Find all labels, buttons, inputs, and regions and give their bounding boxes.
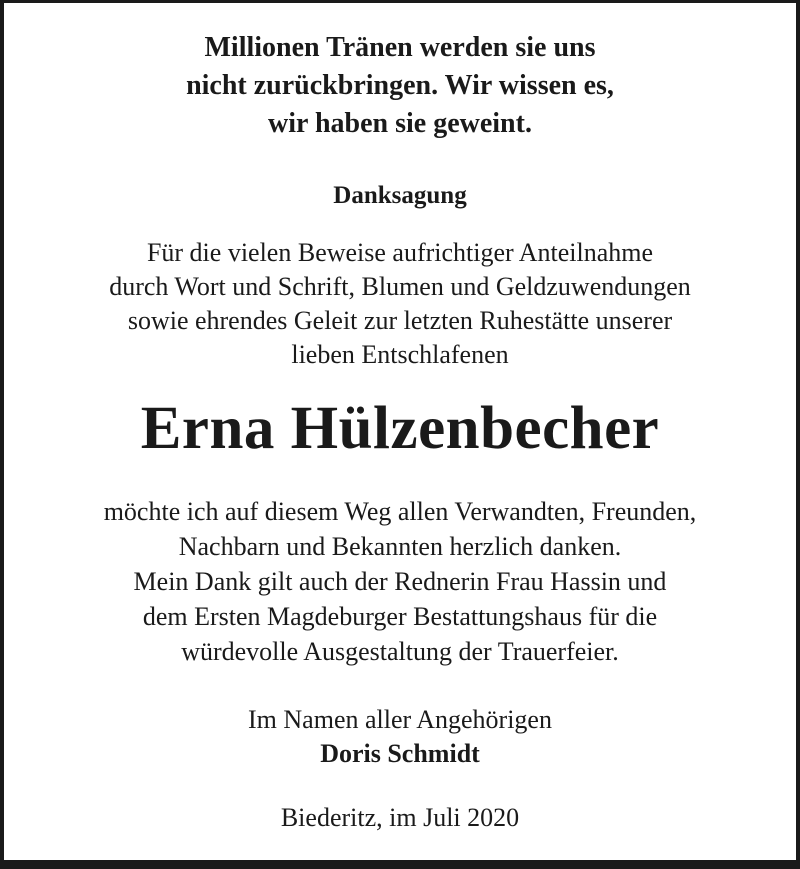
- thanks-line: möchte ich auf diesem Weg allen Verwandten, Freunden,: [103, 497, 697, 526]
- quote-line: nicht zurückbringen. Wir wissen es,: [186, 70, 614, 101]
- thanks-line: Mein Dank gilt auch der Rednerin Frau Hassin und: [133, 567, 667, 596]
- intro-line: durch Wort und Schrift, Blumen und Geldzuwendungen: [109, 272, 691, 301]
- notice-heading: Danksagung: [333, 182, 467, 209]
- quote-line: wir haben sie geweint.: [268, 108, 532, 139]
- intro-line: sowie ehrendes Geleit zur letzten Ruhestätte unserer: [127, 306, 673, 335]
- thanks-line: Nachbarn und Bekannten herzlich danken.: [178, 532, 622, 561]
- deceased-name: Erna Hülzenbecher: [140, 395, 660, 462]
- thanks-line: dem Ersten Magdeburger Bestattungshaus für die: [142, 602, 658, 631]
- intro-line: lieben Entschlafenen: [291, 340, 509, 369]
- place-date: Biederitz, im Juli 2020: [280, 803, 520, 832]
- thanks-line: würdevolle Ausgestaltung der Trauerfeier.: [181, 637, 619, 666]
- intro-line: Für die vielen Beweise aufrichtiger Anteilnahme: [146, 238, 654, 267]
- signoff-name: Doris Schmidt: [320, 739, 480, 768]
- signoff-prefix: Im Namen aller Angehörigen: [248, 705, 552, 734]
- quote-line: Millionen Tränen werden sie uns: [204, 32, 596, 63]
